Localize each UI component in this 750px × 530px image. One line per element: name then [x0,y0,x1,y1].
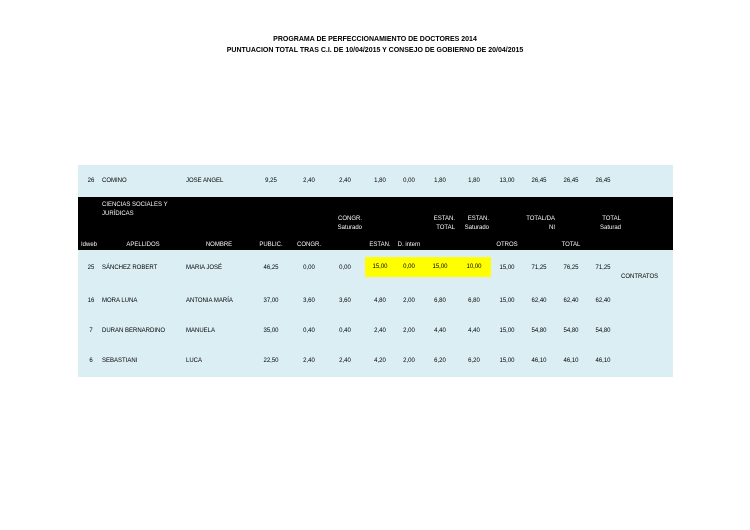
cell-public: 35,00 [263,327,279,334]
cell-total: 76,25 [563,264,579,271]
cell-congr: 2,40 [303,358,315,364]
cell-idweb: 16 [87,297,95,304]
table-row [78,286,673,316]
group-label: CIENCIAS SOCIALES Y JURÍDICAS [102,202,168,217]
cell-estan-sat: 10,00 [457,257,491,277]
cell-idweb: 6 [89,358,93,364]
cell-total-dani: 26,45 [531,177,547,184]
cell-estan-total: 1,80 [434,177,446,184]
cell-d-intern: 2,00 [403,297,415,304]
cell-total: 62,40 [563,297,579,304]
document-title [0,34,750,56]
header-estan-sat-line2: Saturado [464,224,489,231]
cell-estan-total: 15,00 [423,257,457,277]
cell-estan-total: 6,20 [434,358,446,364]
cell-congr-sat: 2,40 [339,177,351,184]
table-row [78,346,673,377]
cell-total-sat: 54,80 [595,327,611,334]
cell-d-intern: 0,00 [403,177,415,184]
cell-total: 46,10 [563,358,579,364]
cell-otros: 15,00 [499,327,515,334]
cell-public: 9,25 [265,177,277,184]
cell-congr-sat: 0,00 [339,264,351,271]
cell-total-sat: 46,10 [595,358,611,364]
cell-idweb: 7 [89,327,93,334]
cell-idweb: 26 [87,177,95,184]
cell-congr: 3,60 [303,297,315,304]
header-estan-sat-line1: ESTAN. [467,215,489,222]
cell-estan-sat: 1,80 [468,177,480,184]
cell-congr-sat: 3,60 [339,297,351,304]
cell-total-dani: 71,25 [531,264,547,271]
header-total-dani-line1: TOTAL/DA [526,215,555,222]
cell-congr-sat: 0,40 [339,327,351,334]
cell-apellidos: DURAN BERNARDINO [102,327,166,334]
cell-otros: 15,00 [499,297,515,304]
header-total: TOTAL [561,242,581,248]
cell-total: 54,80 [563,327,579,334]
cell-congr: 0,00 [303,264,315,271]
header-d-intern: D. intern [397,242,421,248]
header-estan-total-line1: ESTAN. [433,215,455,222]
header-congr-sat-line1: CONGR. [338,215,362,222]
cell-apellidos: COMINO [102,177,127,184]
cell-otros: 15,00 [499,358,515,364]
title-line-1: PROGRAMA DE PERFECCIONAMIENTO DE DOCTORES 2014 [273,36,477,43]
cell-nombre: ANTONIA MARÍA [186,297,233,304]
contratos-note: CONTRATOS [621,274,659,280]
cell-congr: 2,40 [303,177,315,184]
cell-estan: 4,20 [374,358,386,364]
cell-nombre: JOSE ANGEL [186,177,224,184]
cell-congr: 0,40 [303,327,315,334]
cell-congr-sat: 2,40 [339,358,351,364]
table-header [78,197,673,250]
cell-estan: 2,40 [374,327,386,334]
cell-estan: 1,80 [374,177,386,184]
cell-estan: 15,00 [365,257,395,277]
header-otros: OTROS [496,242,518,248]
cell-total-dani: 46,10 [531,358,547,364]
header-estan-total-line2: TOTAL [436,224,455,231]
cell-nombre: MANUELA [186,327,216,334]
cell-idweb: 25 [87,264,95,271]
cell-estan-sat: 6,80 [468,297,480,304]
cell-d-intern: 2,00 [403,358,415,364]
header-idweb: Idweb [80,242,97,248]
table-row [78,316,673,346]
cell-estan: 4,80 [374,297,386,304]
cell-public: 22,50 [263,358,279,364]
cell-total-dani: 54,80 [531,327,547,334]
header-congr-sat-line2: Saturado [337,224,362,231]
title-line-2: PUNTUACION TOTAL TRAS C.I. DE 10/04/2015 Y CONSEJO DE GOBIERNO DE 20/04/2015 [226,47,524,54]
header-public: PUBLIC. [259,242,283,248]
cell-public: 37,00 [263,297,279,304]
cell-total-dani: 62,40 [531,297,547,304]
cell-d-intern: 0,00 [395,257,423,277]
cell-otros: 13,00 [499,177,515,184]
cell-estan-sat: 6,20 [468,358,480,364]
header-total-sat-line2: Saturad [599,224,621,231]
cell-total: 26,45 [563,177,579,184]
cell-apellidos: SEBASTIANI [102,358,138,364]
cell-estan-total: 4,40 [434,327,446,334]
header-total-sat-line1: TOTAL [602,215,621,222]
header-nombre: NOMBRE [205,242,233,248]
cell-otros: 15,00 [499,264,515,271]
cell-total-sat: 26,45 [595,177,611,184]
cell-total-sat: 71,25 [595,264,611,271]
header-estan: ESTAN. [369,242,391,248]
cell-apellidos: SÁNCHEZ ROBERT [102,264,158,271]
header-apellidos: APELLIDOS [126,242,160,248]
cell-apellidos: MORA LUNA [102,297,138,304]
cell-estan-sat: 4,40 [468,327,480,334]
header-total-dani-line2: NI [549,224,555,231]
cell-d-intern: 2,00 [403,327,415,334]
table-row-top [78,165,673,197]
cell-nombre: MARIA JOSÉ [186,264,223,271]
cell-estan-total: 6,80 [434,297,446,304]
cell-public: 46,25 [263,264,279,271]
cell-total-sat: 62,40 [595,297,611,304]
cell-nombre: LUCA [186,358,203,364]
header-congr: CONGR. [297,242,321,248]
table-row [78,250,673,286]
